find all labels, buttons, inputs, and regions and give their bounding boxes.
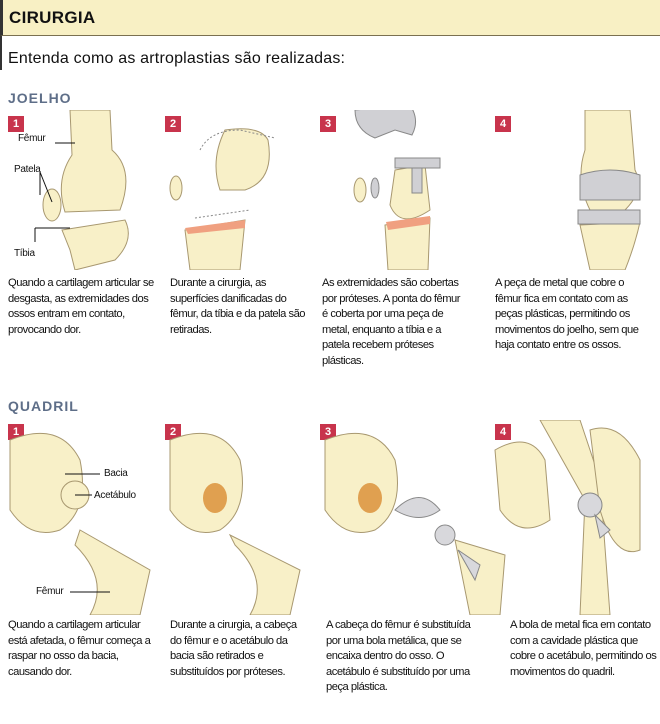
section-title-knee: JOELHO — [8, 90, 72, 106]
hip-illustration — [0, 420, 660, 615]
step-description: A bola de metal fica em contato com a cavidade plástica que cobre o acetábulo, permitindo os movimentos do quadril. — [510, 619, 657, 678]
step-description: A cabeça do fêmur é substituída por uma bola metálica, que se encaixa dentro do osso. O acetábulo é substituído por uma peça plástica. — [326, 619, 471, 693]
label-femur: Fêmur — [18, 133, 46, 144]
page-title: CIRURGIA — [9, 8, 96, 27]
step-badge: 2 — [165, 424, 181, 440]
label-patela: Patela — [14, 164, 41, 175]
step-badge: 3 — [320, 116, 336, 132]
label-bacia: Bacia — [104, 468, 128, 479]
step-badge: 4 — [495, 424, 511, 440]
knee-illustration — [0, 110, 660, 270]
step-description: Quando a cartilagem articular se desgasta, as extremidades dos ossos entram em contato, provocando dor. — [8, 277, 154, 336]
step-description: A peça de metal que cobre o fêmur fica em contato com as peças plásticas, permitindo os movimentos do joelho, sem que haja contato entre os ossos. — [495, 277, 639, 351]
step-description: Durante a cirurgia, a cabeça do fêmur e o acetábulo da bacia são retirados e substituídos por próteses. — [170, 619, 297, 678]
step-badge: 1 — [8, 116, 24, 132]
label-tibia: Tíbia — [14, 248, 35, 259]
divider — [0, 36, 2, 70]
header-bar — [0, 0, 660, 36]
label-femur-hip: Fêmur — [36, 586, 64, 597]
step-description: As extremidades são cobertas por próteses. A ponta do fêmur é coberta por uma peça de metal, enquanto a tíbia e a patela recebem próteses plásticas. — [322, 277, 460, 367]
label-acetabulo: Acetábulo — [94, 490, 136, 501]
step-badge: 3 — [320, 424, 336, 440]
subtitle: Entenda como as artroplastias são realizadas: — [8, 50, 346, 67]
step-badge: 4 — [495, 116, 511, 132]
step-description: Quando a cartilagem articular está afetada, o fêmur começa a raspar no osso da bacia, causando dor. — [8, 619, 151, 678]
section-title-hip: QUADRIL — [8, 398, 79, 414]
step-badge: 2 — [165, 116, 181, 132]
step-badge: 1 — [8, 424, 24, 440]
step-description: Durante a cirurgia, as superfícies danificadas do fêmur, da tíbia e da patela são retiradas. — [170, 277, 306, 336]
